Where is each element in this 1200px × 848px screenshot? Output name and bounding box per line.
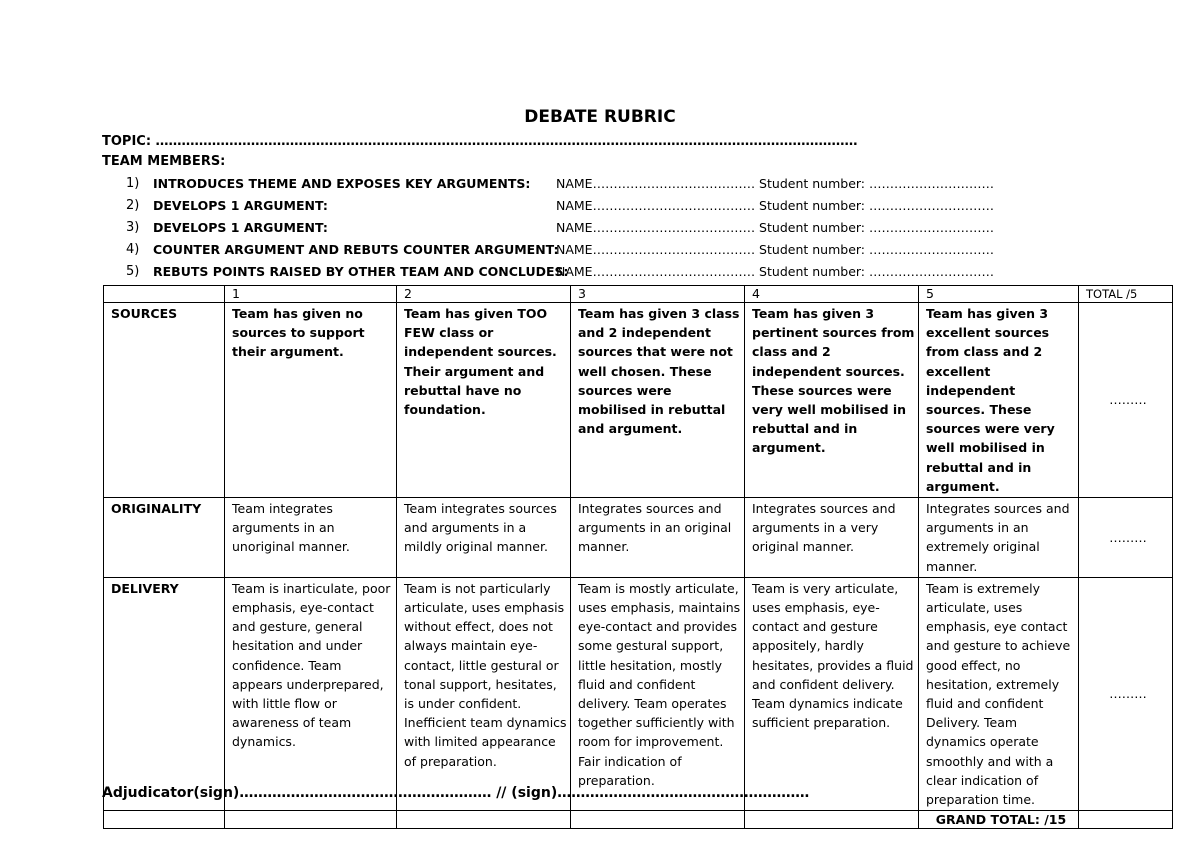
adjudicator-signature-line: Adjudicator(sign)……………………………………………… // (sign)……………………………………………… [102,785,810,801]
role-number: 2) [126,198,140,213]
header-cell: 4 [745,286,919,303]
table-header-row [104,286,1173,303]
header-cell [104,286,225,303]
role-label: INTRODUCES THEME AND EXPOSES KEY ARGUMENTS: [153,176,531,191]
role-label: DEVELOPS 1 ARGUMENT: [153,220,328,235]
table-row [104,303,1173,498]
criterion-cell: ORIGINALITY [104,498,225,578]
descriptor-cell: Team is mostly articulate, uses emphasis, maintains eye-contact and provides some gestural support, little hesitation, mostly fluid and confident delivery. Team operates together sufficiently with room for improvement. Fair indication of preparation. [571,577,745,810]
descriptor-cell: Team integrates sources and arguments in a mildly original manner. [397,498,571,578]
criterion-cell: SOURCES [104,303,225,498]
empty-cell [397,811,571,829]
name-student-number-line: NAME………………………………… Student number: ………………………… [556,198,994,213]
descriptor-cell: Team has given no sources to support their argument. [225,303,397,498]
total-score-cell: ……… [1079,498,1173,578]
role-number: 3) [126,220,140,235]
role-number: 1) [126,176,140,191]
descriptor-cell: Team is very articulate, uses emphasis, eye-contact and gesture appositely, hardly hesitates, provides a fluid and confident delivery. Team dynamics indicate sufficient preparation. [745,577,919,810]
name-student-number-line: NAME………………………………… Student number: ………………………… [556,176,994,191]
header-cell: 3 [571,286,745,303]
name-student-number-line: NAME………………………………… Student number: ………………………… [556,242,994,257]
header-cell: 2 [397,286,571,303]
total-header-cell: TOTAL /5 [1079,286,1173,303]
descriptor-cell: Team is extremely articulate, uses emphasis, eye contact and gesture to achieve good effect, no hesitation, extremely fluid and confident Delivery. Team dynamics operate smoothly and with a clear indication of preparation time. [919,577,1079,810]
name-student-number-line: NAME………………………………… Student number: ………………………… [556,264,994,279]
descriptor-cell: Integrates sources and arguments in an extremely original manner. [919,498,1079,578]
role-label: REBUTS POINTS RAISED BY OTHER TEAM AND CONCLUDES: [153,264,569,279]
header-cell: 1 [225,286,397,303]
name-student-number-line: NAME………………………………… Student number: ………………………… [556,220,994,235]
total-score-cell: ……… [1079,303,1173,498]
page-title: DEBATE RUBRIC [524,107,676,127]
descriptor-cell: Team has given 3 excellent sources from class and 2 excellent independent sources. These sources were very well mobilised in rebuttal and in argument. [919,303,1079,498]
topic-line: TOPIC: ……………………………………………………………………………………………………………………………………………… [102,134,858,149]
table-row [104,577,1173,810]
descriptor-cell: Team integrates arguments in an unoriginal manner. [225,498,397,578]
role-label: COUNTER ARGUMENT AND REBUTS COUNTER ARGUMENT: [153,242,559,257]
grand-total-label: GRAND TOTAL: /15 [919,811,1079,829]
team-members-label: TEAM MEMBERS: [102,154,226,169]
descriptor-cell: Integrates sources and arguments in an original manner. [571,498,745,578]
empty-cell [225,811,397,829]
criterion-cell: DELIVERY [104,577,225,810]
descriptor-cell: Team has given 3 class and 2 independent sources that were not well chosen. These sources were mobilised in rebuttal and argument. [571,303,745,498]
descriptor-cell: Integrates sources and arguments in a very original manner. [745,498,919,578]
empty-cell [571,811,745,829]
table-row [104,498,1173,578]
descriptor-cell: Team has given 3 pertinent sources from class and 2 independent sources. These sources were very well mobilised in rebuttal and in argument. [745,303,919,498]
role-label: DEVELOPS 1 ARGUMENT: [153,198,328,213]
role-number: 5) [126,264,140,279]
grand-total-row [104,811,1173,829]
rubric-table [103,285,1173,829]
empty-cell [104,811,225,829]
descriptor-cell: Team has given TOO FEW class or independent sources. Their argument and rebuttal have no foundation. [397,303,571,498]
descriptor-cell: Team is inarticulate, poor emphasis, eye-contact and gesture, general hesitation and under confidence. Team appears underprepared, with little flow or awareness of team dynamics. [225,577,397,810]
descriptor-cell: Team is not particularly articulate, uses emphasis without effect, does not always maintain eye-contact, little gestural or tonal support, hesitates, is under confident. Inefficient team dynamics with limited appearance of preparation. [397,577,571,810]
header-cell: 5 [919,286,1079,303]
role-number: 4) [126,242,140,257]
total-score-cell: ……… [1079,577,1173,810]
grand-total-value-cell [1079,811,1173,829]
empty-cell [745,811,919,829]
